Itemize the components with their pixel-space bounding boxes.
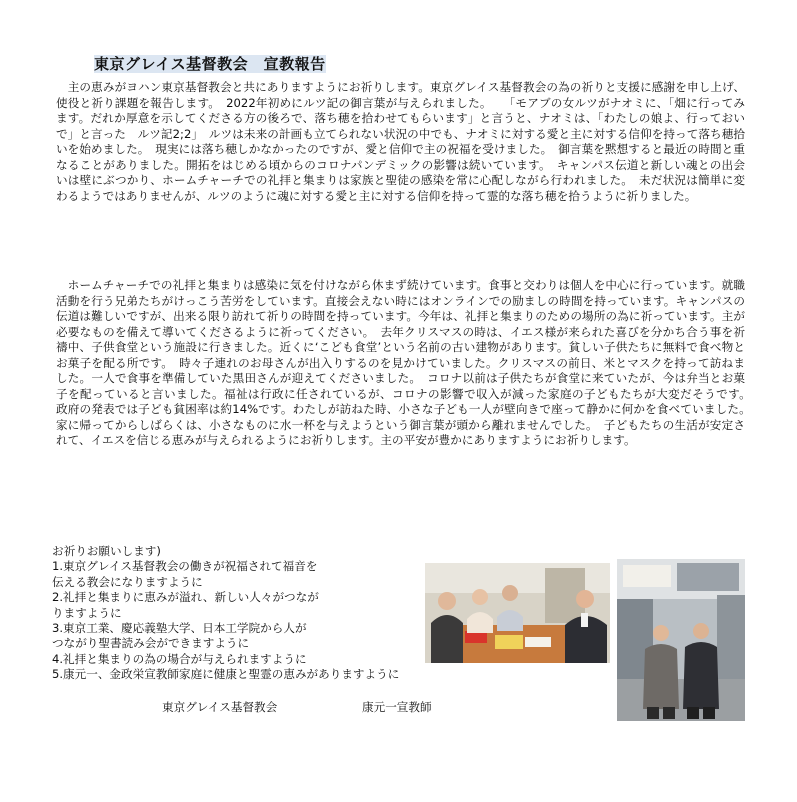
prayer-line: つながり聖書読み会ができますように <box>52 636 250 651</box>
street-photo <box>617 559 745 721</box>
signature-church: 東京グレイス基督教会 <box>162 700 278 714</box>
report-paragraph-2: ホームチャーチでの礼拝と集まりは感染に気を付けながら休まず続けています。食事と交わりは個人を中心に行っています。就職活動を行う兄弟たちがけっこう苦労をしています。直接会えない時にはオンラインでの励ましの時間を持っています。キャンパスの伝道は難しいですが、出来る限り訪れて祈りの時間を持っています。今年は、礼拝と集まりのための場所の為に祈っています。主が必要なものを備えて導いてくださるように祈ってください。 去年クリスマスの時は、イエス様が来られた喜びを分かち合う事を祈禱中、子供食堂という施設に行きました。近くに‘こども食堂’という名前の古い建物があります。貧しい子供たちに無料で食べ物とお菓子を配る所です。 時々子連れのお母さんが出入りするのを見かけていました。クリスマスの前日、米とマスクを持って訪ねました。一人で食事を準備していた黒田さんが迎えてくださいました。 コロナ以前は子供たちが食堂に来ていたが、今は弁当とお菓子を配っていると言いました。福祉は行政に任されているが、コロナの影響で収入が減った家庭の子どもたちが大変だそうです。 政府の発表では子ども貧困率は約14%です。わたしが訪ねた時、小さな子ども一人が壁向きで座って静かに何かを食べていました。 家に帰ってからしばらくは、小さなものに水一杯を与えようという御言葉が頭から離れませんでした。 子どもたちの生活が安定されて、イエスを信じる恵みが与えられるようにお祈りします。主の平安が豊かにありますようにお祈りします。 <box>56 278 757 447</box>
street-photo-icon <box>617 559 745 721</box>
prayer-line: 2.礼拝と集まりに恵みが溢れ、新しい人々がつなが <box>52 590 319 605</box>
prayer-line: 3.東京工業、慶応義塾大学、日本工学院から人が <box>52 621 307 636</box>
page-title <box>88 52 332 75</box>
signature-pastor: 康元一宣教師 <box>362 700 432 714</box>
report-paragraph-1: 主の恵みがヨハン東京基督教会と共にありますようにお祈りします。東京グレイス基督教会の為の祈りと支援に感謝を申し上げ、使役と祈り課題を報告します。 2022年初めにルツ記の御言葉が与えられました。 「モアブの女ルツがナオミに、「畑に行ってみます。だれか厚意を示してくださる方の後ろで、落ち穂を拾わせてもらいます」と言うと、ナオミは、「わたしの娘よ、行っておいで」と言った ルツ記2;2」 ルツは未来の計画も立てられない状況の中でも、ナオミに対する愛と主に対する信仰を持って落ち穂拾いを始めました。 現実には落ち穂しかなかったのですが、愛と信仰で主の祝福を受けました。 御言葉を黙想すると最近の時間と重なることがありました。開拓をはじめる頃からのコロナパンデミックの影響は続いています。 キャンパス伝道と新しい魂との出会いは壁にぶつかり、ホームチャーチでの礼拝と集まりは家族と聖徒の感染を常に心配しながら行われました。 未だ状況は簡単に変わるようではありませんが、ルツのように魂に対する愛と主に対する信仰を持って霊的な落ち穂を拾うように祈りました。 <box>56 80 745 203</box>
prayer-heading: お祈りお願いします) <box>52 544 161 558</box>
prayer-line: 4.礼拝と集まりの為の場合が与えられますように <box>52 651 307 666</box>
group-photo-icon <box>425 563 610 663</box>
prayer-line: りますように <box>52 605 122 620</box>
prayer-line: 伝える教会になりますように <box>52 574 203 589</box>
group-photo <box>425 563 610 663</box>
prayer-line: 5.康元一、金政栄宣教師家庭に健康と聖霊の恵みがありますように <box>52 667 400 682</box>
prayer-line: 1.東京グレイス基督教会の働きが祝福されて福音を <box>52 559 318 574</box>
page-title-text: 東京グレイス基督教会 宣教報告 <box>94 55 326 73</box>
